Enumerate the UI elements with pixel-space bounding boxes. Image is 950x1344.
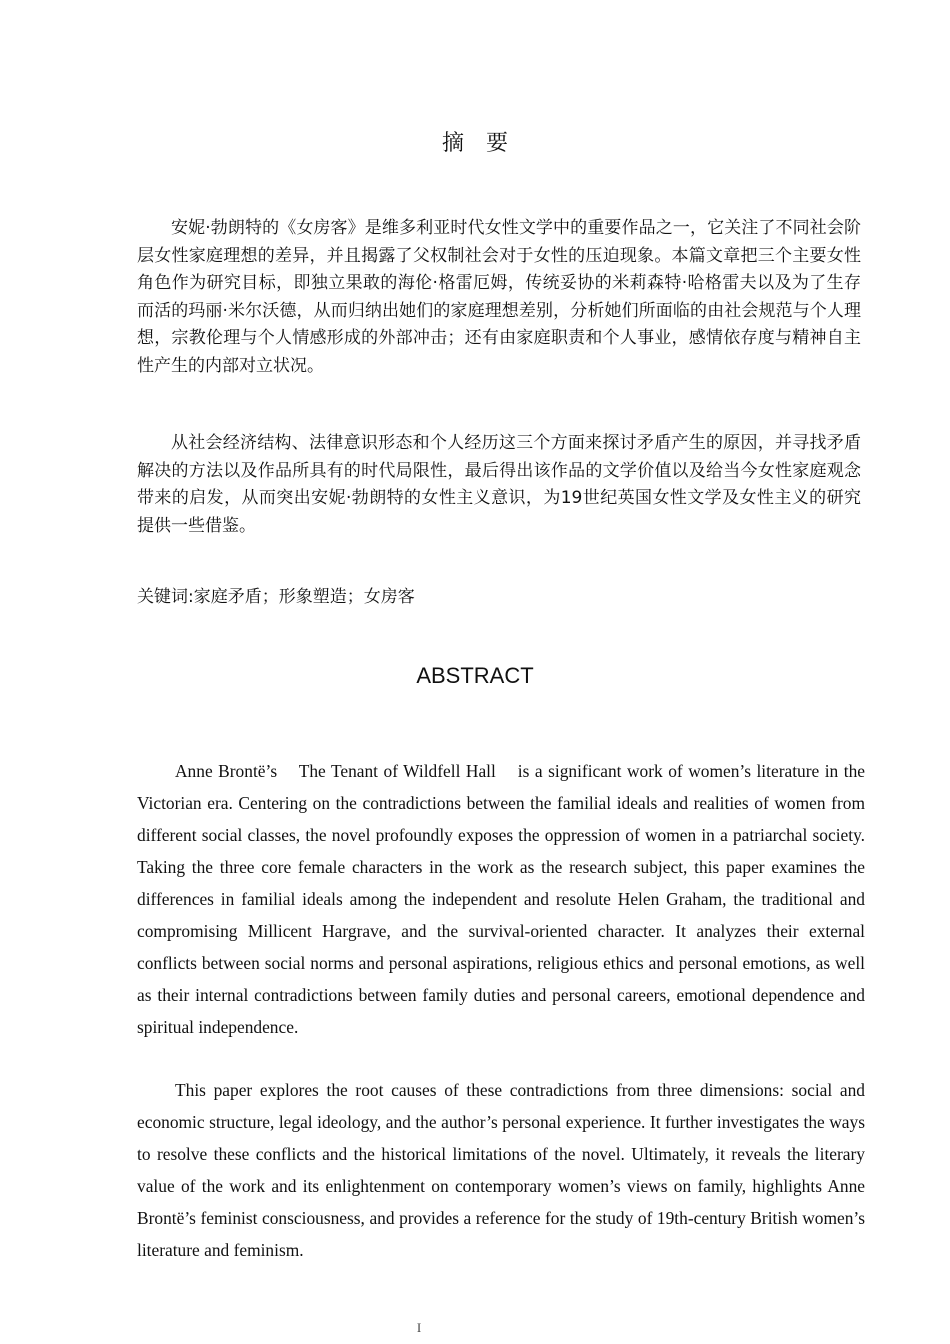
title-char-2: 要: [486, 131, 509, 156]
keywords-separator: :: [188, 587, 194, 607]
keywords-line: [137, 582, 415, 607]
keywords-label: 关键词: [137, 587, 188, 607]
chinese-paragraph-1-block: [137, 215, 861, 380]
chinese-abstract-title: [0, 126, 950, 157]
english-paragraph-2: This paper explores the root causes of these contradictions from three dimensions: social and economic structure, legal ideology, and the author’s personal experience. It further investigates the ways to resolve these conflicts and the historical limitations of the novel. Ultimately, it reveals the literary value of the work and its enlightenment on contemporary women’s views on family, highlights Anne Brontë’s feminist consciousness, and provides a reference for the study of 19th-century British women’s literature and feminism.: [137, 1080, 865, 1260]
chinese-paragraph-1: 安妮·勃朗特的《女房客》是维多利亚时代女性文学中的重要作品之一，它关注了不同社会阶层女性家庭理想的差异，并且揭露了父权制社会对于女性的压迫现象。本篇文章把三个主要女性角色作为研究目标，即独立果敢的海伦·格雷厄姆，传统妥协的米莉森特·哈格雷夫以及为了生存而活的玛丽·米尔沃德，从而归纳出她们的家庭理想差别，分析她们所面临的由社会规范与个人理想，宗教伦理与个人情感形成的外部冲击；还有由家庭职责和个人事业，感情依存度与精神自主性产生的内部对立状况。: [137, 218, 861, 376]
english-paragraph-2-block: [137, 1074, 865, 1266]
english-abstract-title: ABSTRACT: [416, 663, 534, 688]
chinese-paragraph-2: 从社会经济结构、法律意识形态和个人经历这三个方面来探讨矛盾产生的原因，并寻找矛盾解决的方法以及作品所具有的时代局限性，最后得出该作品的文学价值以及给当今女性家庭观念带来的启发，从而突出安妮·勃朗特的女性主义意识，为19世纪英国女性文学及女性主义的研究提供一些借鉴。: [137, 433, 861, 536]
english-paragraph-1: Anne Brontë’s The Tenant of Wildfell Hall is a significant work of women’s literature in the Victorian era. Centering on the contradictions between the familial ideals and realities of women from different social classes, the novel profoundly exposes the oppression of women in a patriarchal society. Taking the three core female characters in the work as the research subject, this paper examines the differences in familial ideals among the independent and resolute Helen Graham, the traditional and compromising Millicent Hargrave, and the survival-oriented character. It analyzes their external conflicts between social norms and personal aspirations, religious ethics and personal emotions, as well as their internal contradictions between family duties and personal careers, emotional dependence and spiritual independence.: [137, 761, 870, 1037]
chinese-paragraph-2-block: [137, 430, 861, 540]
page-number: I: [416, 1320, 422, 1335]
title-char-1: 摘: [441, 131, 464, 156]
keywords-value: 家庭矛盾；形象塑造；女房客: [193, 587, 415, 607]
english-paragraph-1-block: [137, 755, 870, 1043]
